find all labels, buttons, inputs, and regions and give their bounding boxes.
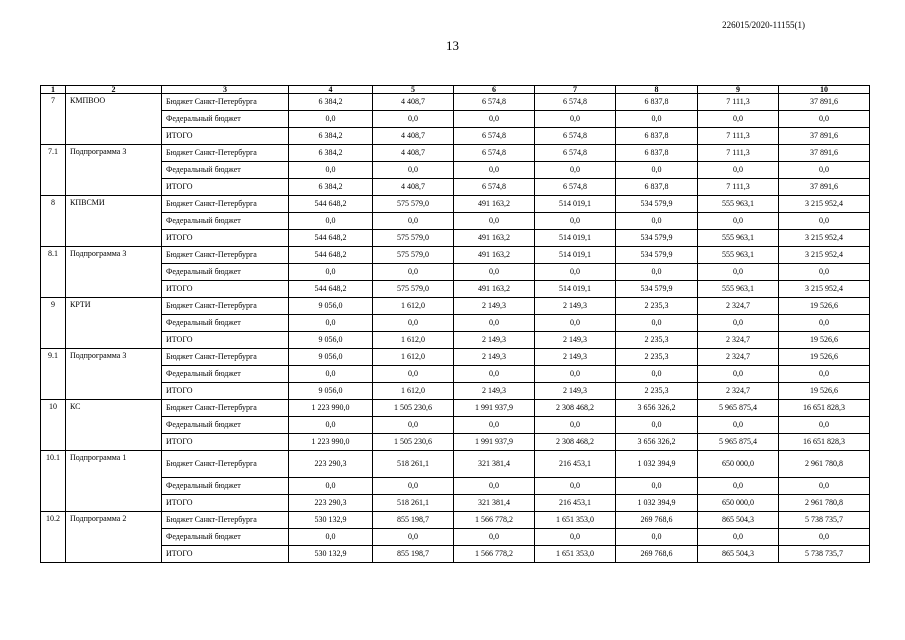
value-cell: 0,0	[535, 529, 616, 546]
value-cell: 37 891,6	[779, 145, 870, 162]
value-cell: 0,0	[616, 264, 698, 281]
value-cell: 1 991 937,9	[454, 434, 535, 451]
value-cell: 0,0	[698, 315, 779, 332]
value-cell: 269 768,6	[616, 512, 698, 529]
value-cell: 2 149,3	[454, 298, 535, 315]
value-cell: 6 384,2	[289, 128, 373, 145]
value-cell: 555 963,1	[698, 281, 779, 298]
value-cell: 1 566 778,2	[454, 512, 535, 529]
value-cell: 6 574,8	[454, 179, 535, 196]
group-name: Подпрограмма 2	[66, 512, 162, 563]
value-cell: 2 324,7	[698, 349, 779, 366]
funding-source-label: ИТОГО	[162, 383, 289, 400]
value-cell: 530 132,9	[289, 512, 373, 529]
value-cell: 7 111,3	[698, 128, 779, 145]
funding-source-label: ИТОГО	[162, 281, 289, 298]
value-cell: 7 111,3	[698, 179, 779, 196]
value-cell: 0,0	[373, 366, 454, 383]
value-cell: 9 056,0	[289, 383, 373, 400]
value-cell: 0,0	[454, 213, 535, 230]
column-header: 5	[373, 86, 454, 94]
value-cell: 0,0	[289, 366, 373, 383]
funding-source-label: Бюджет Санкт-Петербурга	[162, 94, 289, 111]
value-cell: 1 032 394,9	[616, 495, 698, 512]
row-index: 8	[41, 196, 66, 247]
value-cell: 6 837,8	[616, 145, 698, 162]
funding-source-label: ИТОГО	[162, 546, 289, 563]
value-cell: 0,0	[698, 162, 779, 179]
funding-source-label: Федеральный бюджет	[162, 478, 289, 495]
funding-source-label: ИТОГО	[162, 179, 289, 196]
value-cell: 544 648,2	[289, 281, 373, 298]
group-name: Подпрограмма 3	[66, 145, 162, 196]
value-cell: 0,0	[535, 417, 616, 434]
value-cell: 6 574,8	[454, 145, 535, 162]
column-header: 3	[162, 86, 289, 94]
value-cell: 6 837,8	[616, 94, 698, 111]
value-cell: 1 612,0	[373, 332, 454, 349]
value-cell: 2 324,7	[698, 383, 779, 400]
value-cell: 0,0	[698, 529, 779, 546]
value-cell: 491 163,2	[454, 247, 535, 264]
value-cell: 0,0	[289, 111, 373, 128]
table-row	[41, 546, 870, 563]
group-name: КРТИ	[66, 298, 162, 349]
value-cell: 0,0	[454, 315, 535, 332]
value-cell: 3 656 326,2	[616, 400, 698, 417]
value-cell: 5 965 875,4	[698, 400, 779, 417]
group-name: Подпрограмма 1	[66, 451, 162, 512]
funding-source-label: Бюджет Санкт-Петербурга	[162, 145, 289, 162]
value-cell: 6 574,8	[535, 128, 616, 145]
value-cell: 0,0	[698, 264, 779, 281]
value-cell: 6 384,2	[289, 94, 373, 111]
funding-source-label: ИТОГО	[162, 128, 289, 145]
funding-source-label: ИТОГО	[162, 434, 289, 451]
value-cell: 1 612,0	[373, 349, 454, 366]
funding-source-label: Бюджет Санкт-Петербурга	[162, 451, 289, 478]
value-cell: 575 579,0	[373, 230, 454, 247]
funding-source-label: Бюджет Санкт-Петербурга	[162, 247, 289, 264]
funding-source-label: Федеральный бюджет	[162, 417, 289, 434]
value-cell: 3 656 326,2	[616, 434, 698, 451]
value-cell: 0,0	[616, 529, 698, 546]
group-name: КПВСМИ	[66, 196, 162, 247]
value-cell: 2 235,3	[616, 298, 698, 315]
value-cell: 1 223 990,0	[289, 400, 373, 417]
column-header: 7	[535, 86, 616, 94]
value-cell: 1 651 353,0	[535, 546, 616, 563]
value-cell: 6 384,2	[289, 145, 373, 162]
value-cell: 491 163,2	[454, 281, 535, 298]
table-row	[41, 94, 870, 111]
value-cell: 2 324,7	[698, 332, 779, 349]
value-cell: 0,0	[373, 417, 454, 434]
value-cell: 555 963,1	[698, 230, 779, 247]
row-index: 10	[41, 400, 66, 451]
table-row	[41, 315, 870, 332]
value-cell: 0,0	[373, 315, 454, 332]
funding-source-label: Бюджет Санкт-Петербурга	[162, 349, 289, 366]
value-cell: 1 223 990,0	[289, 434, 373, 451]
value-cell: 518 261,1	[373, 495, 454, 512]
page-number: 13	[446, 38, 459, 53]
group-name: КМПВОО	[66, 94, 162, 145]
funding-source-label: Федеральный бюджет	[162, 366, 289, 383]
value-cell: 37 891,6	[779, 94, 870, 111]
value-cell: 216 453,1	[535, 495, 616, 512]
value-cell: 1 612,0	[373, 298, 454, 315]
value-cell: 19 526,6	[779, 349, 870, 366]
value-cell: 6 574,8	[454, 128, 535, 145]
value-cell: 0,0	[454, 366, 535, 383]
funding-source-label: Бюджет Санкт-Петербурга	[162, 196, 289, 213]
value-cell: 0,0	[289, 417, 373, 434]
funding-source-label: Федеральный бюджет	[162, 264, 289, 281]
value-cell: 4 408,7	[373, 179, 454, 196]
value-cell: 3 215 952,4	[779, 281, 870, 298]
value-cell: 0,0	[289, 264, 373, 281]
value-cell: 2 149,3	[535, 332, 616, 349]
table-row	[41, 366, 870, 383]
value-cell: 1 612,0	[373, 383, 454, 400]
value-cell: 514 019,1	[535, 196, 616, 213]
value-cell: 0,0	[779, 162, 870, 179]
value-cell: 0,0	[698, 366, 779, 383]
value-cell: 650 000,0	[698, 451, 779, 478]
value-cell: 0,0	[616, 417, 698, 434]
value-cell: 518 261,1	[373, 451, 454, 478]
value-cell: 0,0	[535, 315, 616, 332]
value-cell: 321 381,4	[454, 451, 535, 478]
value-cell: 555 963,1	[698, 196, 779, 213]
value-cell: 9 056,0	[289, 349, 373, 366]
value-cell: 0,0	[373, 162, 454, 179]
column-header: 9	[698, 86, 779, 94]
value-cell: 4 408,7	[373, 94, 454, 111]
value-cell: 534 579,9	[616, 230, 698, 247]
value-cell: 0,0	[698, 213, 779, 230]
table-row	[41, 196, 870, 213]
value-cell: 555 963,1	[698, 247, 779, 264]
value-cell: 0,0	[779, 111, 870, 128]
row-index: 10.2	[41, 512, 66, 563]
value-cell: 16 651 828,3	[779, 400, 870, 417]
value-cell: 534 579,9	[616, 247, 698, 264]
value-cell: 0,0	[616, 111, 698, 128]
table-row	[41, 264, 870, 281]
table-row	[41, 179, 870, 196]
funding-source-label: Федеральный бюджет	[162, 111, 289, 128]
value-cell: 0,0	[698, 417, 779, 434]
table-row	[41, 383, 870, 400]
value-cell: 223 290,3	[289, 451, 373, 478]
value-cell: 2 324,7	[698, 298, 779, 315]
value-cell: 1 505 230,6	[373, 400, 454, 417]
value-cell: 2 149,3	[535, 383, 616, 400]
value-cell: 4 408,7	[373, 145, 454, 162]
table-row	[41, 529, 870, 546]
value-cell: 0,0	[535, 213, 616, 230]
value-cell: 3 215 952,4	[779, 196, 870, 213]
value-cell: 0,0	[373, 213, 454, 230]
funding-source-label: ИТОГО	[162, 230, 289, 247]
value-cell: 3 215 952,4	[779, 247, 870, 264]
row-index: 9.1	[41, 349, 66, 400]
value-cell: 0,0	[454, 529, 535, 546]
value-cell: 0,0	[616, 162, 698, 179]
value-cell: 0,0	[454, 264, 535, 281]
value-cell: 0,0	[779, 529, 870, 546]
value-cell: 0,0	[779, 478, 870, 495]
value-cell: 0,0	[535, 366, 616, 383]
value-cell: 2 149,3	[535, 349, 616, 366]
value-cell: 514 019,1	[535, 247, 616, 264]
value-cell: 223 290,3	[289, 495, 373, 512]
value-cell: 544 648,2	[289, 247, 373, 264]
value-cell: 0,0	[535, 478, 616, 495]
column-header: 1	[41, 86, 66, 94]
table-row	[41, 111, 870, 128]
value-cell: 0,0	[616, 478, 698, 495]
value-cell: 0,0	[535, 111, 616, 128]
value-cell: 5 965 875,4	[698, 434, 779, 451]
value-cell: 491 163,2	[454, 230, 535, 247]
funding-source-label: Федеральный бюджет	[162, 315, 289, 332]
value-cell: 321 381,4	[454, 495, 535, 512]
group-name: КС	[66, 400, 162, 451]
column-header: 10	[779, 86, 870, 94]
value-cell: 544 648,2	[289, 196, 373, 213]
value-cell: 269 768,6	[616, 546, 698, 563]
funding-source-label: Бюджет Санкт-Петербурга	[162, 400, 289, 417]
table-row	[41, 332, 870, 349]
value-cell: 0,0	[779, 213, 870, 230]
group-name: Подпрограмма 3	[66, 349, 162, 400]
value-cell: 6 574,8	[535, 179, 616, 196]
value-cell: 0,0	[289, 162, 373, 179]
value-cell: 491 163,2	[454, 196, 535, 213]
value-cell: 0,0	[454, 111, 535, 128]
funding-source-label: Федеральный бюджет	[162, 213, 289, 230]
value-cell: 0,0	[616, 366, 698, 383]
value-cell: 2 235,3	[616, 332, 698, 349]
value-cell: 534 579,9	[616, 281, 698, 298]
value-cell: 0,0	[373, 478, 454, 495]
budget-table	[40, 85, 870, 563]
value-cell: 1 505 230,6	[373, 434, 454, 451]
value-cell: 1 651 353,0	[535, 512, 616, 529]
value-cell: 9 056,0	[289, 332, 373, 349]
table-row	[41, 434, 870, 451]
value-cell: 0,0	[779, 264, 870, 281]
value-cell: 0,0	[373, 264, 454, 281]
value-cell: 6 574,8	[535, 94, 616, 111]
value-cell: 0,0	[289, 213, 373, 230]
value-cell: 2 149,3	[535, 298, 616, 315]
value-cell: 7 111,3	[698, 94, 779, 111]
value-cell: 0,0	[373, 111, 454, 128]
value-cell: 6 574,8	[535, 145, 616, 162]
column-header: 4	[289, 86, 373, 94]
value-cell: 2 149,3	[454, 349, 535, 366]
table-row	[41, 512, 870, 529]
value-cell: 2 308 468,2	[535, 434, 616, 451]
value-cell: 2 961 780,8	[779, 451, 870, 478]
value-cell: 0,0	[616, 315, 698, 332]
value-cell: 37 891,6	[779, 179, 870, 196]
value-cell: 865 504,3	[698, 512, 779, 529]
value-cell: 216 453,1	[535, 451, 616, 478]
value-cell: 0,0	[289, 478, 373, 495]
value-cell: 1 566 778,2	[454, 546, 535, 563]
column-header: 8	[616, 86, 698, 94]
value-cell: 0,0	[454, 417, 535, 434]
row-index: 7	[41, 94, 66, 145]
value-cell: 2 235,3	[616, 349, 698, 366]
value-cell: 0,0	[535, 264, 616, 281]
table-row	[41, 478, 870, 495]
value-cell: 2 961 780,8	[779, 495, 870, 512]
table-row	[41, 298, 870, 315]
value-cell: 2 149,3	[454, 383, 535, 400]
value-cell: 5 738 735,7	[779, 512, 870, 529]
column-header: 2	[66, 86, 162, 94]
value-cell: 575 579,0	[373, 196, 454, 213]
funding-source-label: Федеральный бюджет	[162, 162, 289, 179]
value-cell: 0,0	[779, 366, 870, 383]
table-body	[41, 94, 870, 563]
value-cell: 534 579,9	[616, 196, 698, 213]
column-header: 6	[454, 86, 535, 94]
value-cell: 0,0	[373, 529, 454, 546]
table-row	[41, 451, 870, 478]
value-cell: 0,0	[779, 315, 870, 332]
group-name: Подпрограмма 3	[66, 247, 162, 298]
value-cell: 6 837,8	[616, 179, 698, 196]
table-row	[41, 128, 870, 145]
document-number: 226015/2020-11155(1)	[722, 20, 805, 30]
value-cell: 0,0	[454, 478, 535, 495]
value-cell: 0,0	[616, 213, 698, 230]
row-index: 10.1	[41, 451, 66, 512]
value-cell: 5 738 735,7	[779, 546, 870, 563]
value-cell: 37 891,6	[779, 128, 870, 145]
value-cell: 19 526,6	[779, 383, 870, 400]
value-cell: 2 235,3	[616, 383, 698, 400]
value-cell: 865 504,3	[698, 546, 779, 563]
table-row	[41, 417, 870, 434]
value-cell: 0,0	[289, 529, 373, 546]
row-index: 8.1	[41, 247, 66, 298]
value-cell: 1 991 937,9	[454, 400, 535, 417]
value-cell: 514 019,1	[535, 281, 616, 298]
value-cell: 6 574,8	[454, 94, 535, 111]
value-cell: 0,0	[454, 162, 535, 179]
value-cell: 650 000,0	[698, 495, 779, 512]
table-row	[41, 349, 870, 366]
funding-source-label: Бюджет Санкт-Петербурга	[162, 298, 289, 315]
value-cell: 0,0	[698, 111, 779, 128]
value-cell: 4 408,7	[373, 128, 454, 145]
value-cell: 855 198,7	[373, 546, 454, 563]
value-cell: 16 651 828,3	[779, 434, 870, 451]
table-row	[41, 230, 870, 247]
funding-source-label: ИТОГО	[162, 495, 289, 512]
value-cell: 544 648,2	[289, 230, 373, 247]
table-header-row	[41, 86, 870, 94]
value-cell: 855 198,7	[373, 512, 454, 529]
table-row	[41, 247, 870, 264]
value-cell: 2 308 468,2	[535, 400, 616, 417]
value-cell: 7 111,3	[698, 145, 779, 162]
row-index: 7.1	[41, 145, 66, 196]
value-cell: 2 149,3	[454, 332, 535, 349]
value-cell: 19 526,6	[779, 332, 870, 349]
value-cell: 0,0	[289, 315, 373, 332]
value-cell: 6 837,8	[616, 128, 698, 145]
value-cell: 530 132,9	[289, 546, 373, 563]
value-cell: 514 019,1	[535, 230, 616, 247]
value-cell: 0,0	[698, 478, 779, 495]
value-cell: 575 579,0	[373, 281, 454, 298]
funding-source-label: Федеральный бюджет	[162, 529, 289, 546]
value-cell: 575 579,0	[373, 247, 454, 264]
table-row	[41, 495, 870, 512]
table-row	[41, 162, 870, 179]
value-cell: 3 215 952,4	[779, 230, 870, 247]
value-cell: 1 032 394,9	[616, 451, 698, 478]
table-row	[41, 400, 870, 417]
table-row	[41, 145, 870, 162]
value-cell: 0,0	[535, 162, 616, 179]
table-row	[41, 213, 870, 230]
funding-source-label: ИТОГО	[162, 332, 289, 349]
value-cell: 6 384,2	[289, 179, 373, 196]
value-cell: 0,0	[779, 417, 870, 434]
row-index: 9	[41, 298, 66, 349]
value-cell: 9 056,0	[289, 298, 373, 315]
value-cell: 19 526,6	[779, 298, 870, 315]
table-row	[41, 281, 870, 298]
funding-source-label: Бюджет Санкт-Петербурга	[162, 512, 289, 529]
